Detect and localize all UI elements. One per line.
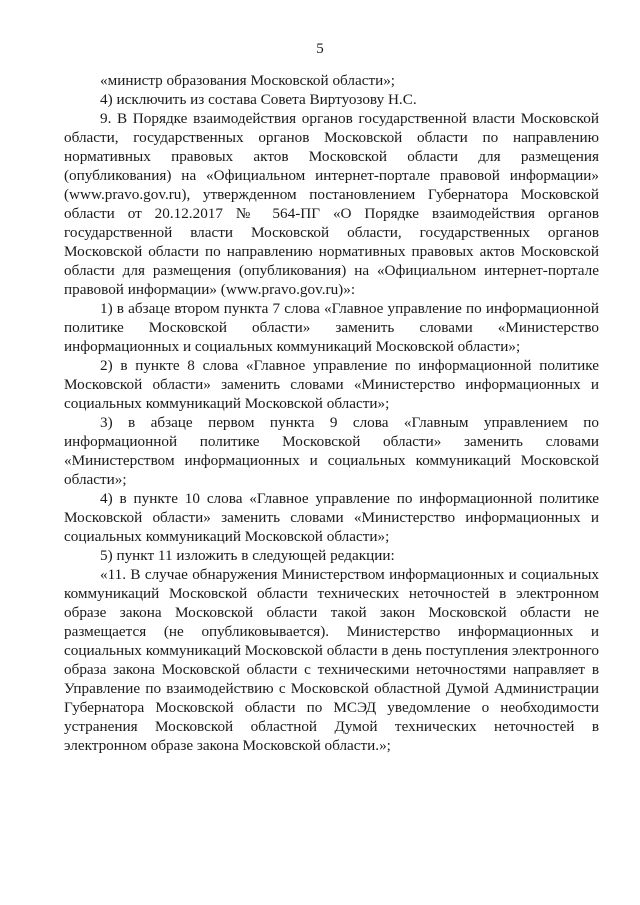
paragraph-item-4: 4) в пункте 10 слова «Главное управление по информационной политике Московской области» заменить словами «Министерство информационных и социальных коммуникаций Московской области»;: [64, 490, 599, 545]
document-body: [64, 71, 599, 755]
paragraph-section-9: 9. В Порядке взаимодействия органов государственной власти Московской области, государственных органов Московской области по направлению нормативных правовых актов Московской области для размещения (опубликования) на «Официальном интернет-портале правовой информации» (www.pravo.gov.ru), утвержденном постановлением Губернатора Московской области от 20.12.2017 № 564-ПГ «О Порядке взаимодействия органов государственной власти Московской области, государственных органов Московской области по направлению нормативных правовых актов Московской области для размещения (опубликования) на «Официальном интернет-портале правовой информации» (www.pravo.gov.ru)»:: [64, 110, 599, 298]
page-number: 5: [316, 41, 324, 57]
paragraph-item-2: 2) в пункте 8 слова «Главное управление по информационной политике Московской области» заменить словами «Министерство информационных и социальных коммуникаций Московской области»;: [64, 357, 599, 412]
paragraph-section-11-text: «11. В случае обнаружения Министерством информационных и социальных коммуникаций Московской области технических неточностей в электронном образе закона Московской области такой закон Московской области не размещается (не опубликовывается). Министерство информационных и социальных коммуникаций Московской области в день поступления электронного образа закона Московской области с техническими неточностями направляет в Управление по взаимодействию с Московской областной Думой Администрации Губернатора Московской области по МСЭД уведомление о необходимости устранения Московской областной Думой технических неточностей в электронном образе закона Московской области.»;: [64, 566, 599, 754]
paragraph-item-1: 1) в абзаце втором пункта 7 слова «Главное управление по информационной политике Московской области» заменить словами «Министерство информационных и социальных коммуникаций Московской области»;: [64, 300, 599, 355]
paragraph-quote-minister: «министр образования Московской области»;: [100, 72, 396, 89]
paragraph-item-5: 5) пункт 11 изложить в следующей редакции:: [100, 547, 395, 564]
paragraph-item-4-exclude: 4) исключить из состава Совета Виртуозову Н.С.: [100, 91, 417, 108]
paragraph-item-3: 3) в абзаце первом пункта 9 слова «Главным управлением по информационной политике Московской области» заменить словами «Министерством информационных и социальных коммуникаций Московской области»;: [64, 414, 599, 488]
